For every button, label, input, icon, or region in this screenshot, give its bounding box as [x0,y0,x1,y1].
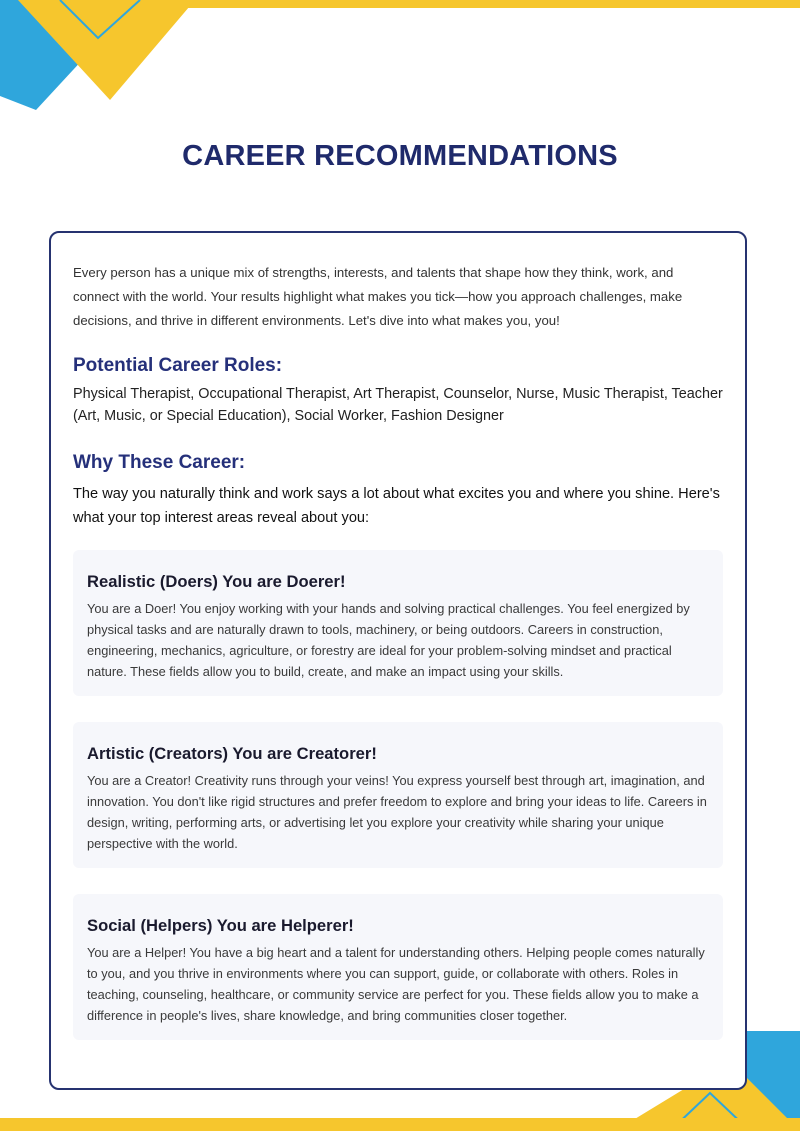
page-title: CAREER RECOMMENDATIONS [182,140,618,172]
content-frame [49,231,747,1090]
social-card [73,894,723,1040]
bottom-accent-stripe [0,1118,800,1131]
social-card-title: Social (Helpers) You are Helperer! [87,916,354,935]
potential-career-roles-heading: Potential Career Roles: [73,355,283,376]
intro-paragraph: Every person has a unique mix of strengths, interests, and talents that shape how they think, work, and connect with the world. Your results highlight what makes you tick—how you approach challenges, make decisions, and thrive in different environments. Let's dive into what makes you, you! [73,265,683,328]
why-these-career-text: The way you naturally think and work says a lot about what excites you and where you shine. Here's what your top interest areas reveal about you: [73,486,720,526]
artistic-card [73,722,723,868]
realistic-card [73,550,723,696]
artistic-card-title: Artistic (Creators) You are Creatorer! [87,744,377,763]
realistic-card-title: Realistic (Doers) You are Doerer! [87,572,346,591]
corner-decoration-top-left [0,0,200,110]
social-card-text: You are a Helper! You have a big heart and a talent for understanding others. Helping people comes naturally to you, and you thrive in environments where you can support, guide, or collaborate with others. Roles in teaching, counseling, healthcare, or community service are perfect for you. These fields allow you to make a difference in people's lives, share knowledge, and bring communities closer together. [87,945,705,1023]
artistic-card-text: You are a Creator! Creativity runs through your veins! You express yourself best through art, imagination, and innovation. You don't like rigid structures and prefer freedom to explore and bring your ideas to life. Careers in design, writing, performing arts, or advertising let you explore your creativity while sharing your unique perspective with the world. [87,773,707,851]
why-these-career-heading: Why These Career: [73,452,246,473]
career-roles-list: Physical Therapist, Occupational Therapist, Art Therapist, Counselor, Nurse, Music Therapist, Teacher (Art, Music, or Special Education), Social Worker, Fashion Designer [73,386,723,424]
realistic-card-text: You are a Doer! You enjoy working with your hands and solving practical challenges. You feel energized by physical tasks and are naturally drawn to tools, machinery, or being outdoors. Careers in construction, engineering, mechanics, agriculture, or forestry are ideal for your problem-solving mindset and practical nature. These fields allow you to build, create, and make an impact using your skills. [87,601,690,679]
